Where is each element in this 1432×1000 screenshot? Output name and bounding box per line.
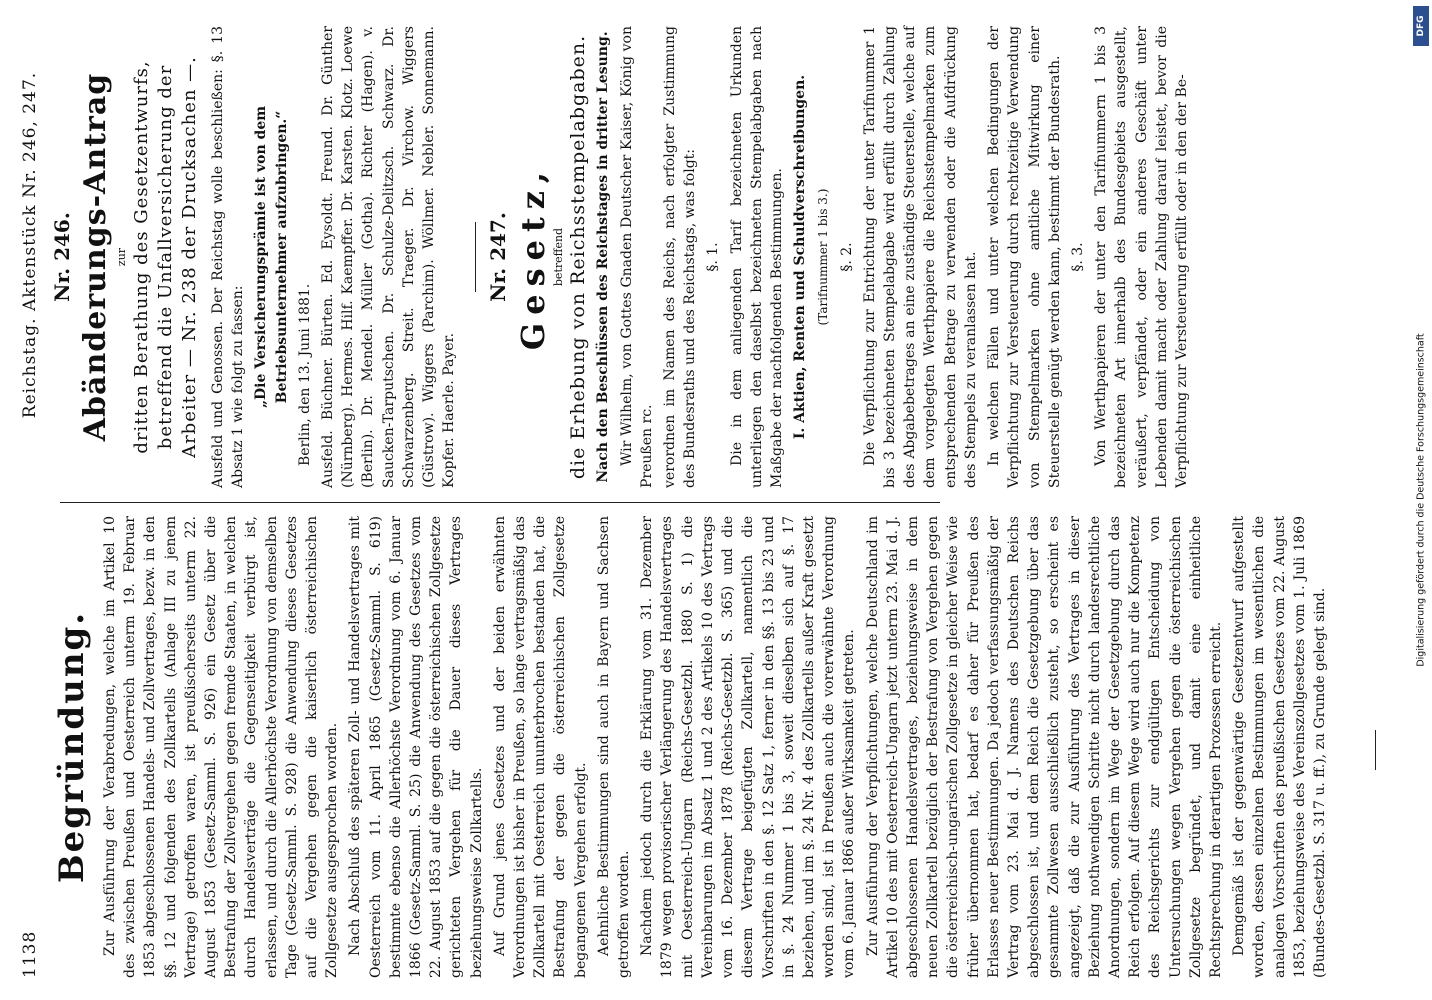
paragraph: Aehnliche Bestimmungen sind auch in Bayern und Sachsen getroffen worden. <box>595 516 633 978</box>
nr247-title: Gesetz, <box>514 163 553 351</box>
digitization-sidebar <box>1410 0 1432 1000</box>
nr247-subtitle: die Erhebung von Reichsstempelabgaben. <box>567 34 590 480</box>
paragraph: Nachdem jedoch durch die Erklärung vom 31. Dezember 1879 wegen provisorischer Verlängerung des Handelsvertrages mit Oesterreich-Ungarn (Reichs-Gesetzbl. 1880 S. 1) die Vereinbarungen im Absatz 1 und 2 des Artikels 10 des Vertrags vom 16. Dezember 1878 (Reichs-Gesetzbl. S. 365) und die diesem Vertrage beigefügten Zollkartell, namentlich die Vorschriften in den §. 12 Satz 1, ferner in den §§. 13 bis 23 und in §. 24 Nummer 1 bis 3, soweit dieselben sich auf §. 17 beziehen, und im §. 24 Nr. 4 des Zollkartells außer Kraft gesetzt worden sind, ist in Preußen auch die vorerwähnte Verordnung vom 6. Januar 1866 außer Wirksamkeit getreten. <box>639 516 858 978</box>
nr246-subtitle: dritten Berathung des Gesetzentwurfs, betreffend die Unfallversicherung der Arbeiter — Nr. 238 der Drucksachen —. <box>131 56 200 458</box>
running-title: Reichstag. Aktenstück Nr. 246, 247. <box>20 71 40 419</box>
left-column <box>48 516 1333 978</box>
nr246-text: Ausfeld und Genossen. Der Reichstag wolle beschließen: §. 13 Absatz 1 wie folgt zu fassen: <box>210 26 247 488</box>
nr246-title: Abänderungs-Antrag <box>78 72 113 442</box>
section-heading: I. Aktien, Renten und Schuldverschreibungen. <box>792 74 809 440</box>
nr247-reading-note: Nach den Beschlüssen des Reichstages in dritter Lesung. <box>595 31 612 483</box>
paragraph: Nach Abschluß des späteren Zoll- und Handelsvertrages mit Oesterreich vom 11. April 1865 (Gesetz-Samml. S. 619) bestimmte ebenso die Allerhöchste Verordnung vom 6. Januar 1866 (Gesetz-Samml. S. 25) die Anwendung des Gesetzes vom 22. August 1853 auf die gegen die österreichischen Zollgesetze gerichteten Vergehen für die Dauer dieses Vertrages beziehungsweise Zollkartells. <box>347 516 485 978</box>
column-divider <box>60 502 940 503</box>
nr246-date: Berlin, den 13. Juni 1881. <box>296 283 313 466</box>
s3-heading: §. 3. <box>1069 242 1086 272</box>
s2-text2: In welchen Fällen und unter welchen Bedingungen der Verpflichtung zur Versteuerung durch rechtzeitige Verwendung von Stempelmarken ohne amtliche Mitwirkung einer Steuerstelle genügt werden kann, bestimmt der Bundesrath. <box>986 26 1063 488</box>
nr246-quote: „Die Versicherungsprämie ist von dem Betriebsunternehmer aufzubringen.“ <box>253 105 290 409</box>
section-subheading: (Tarifnummer 1 bis 3.) <box>816 188 831 326</box>
nr247-preamble2: verordnen im Namen des Reichs, nach erfolgter Zustimmung des Bundesraths und des Reichstags, was folgt: <box>662 26 699 488</box>
nr247-preamble: Wir Wilhelm, von Gottes Gnaden Deutscher Kaiser, König von Preußen rc. <box>618 26 655 488</box>
dfg-logo <box>1413 6 1429 46</box>
nr247-number: Nr. 247. <box>486 212 511 302</box>
digitization-credit: Digitalisierung gefördert durch die Deutsche Forschungsgemeinschaft <box>1415 333 1427 667</box>
nr247-betreffend: betreffend <box>552 227 566 287</box>
section-rule <box>475 222 476 292</box>
s2-heading: §. 2. <box>838 242 855 272</box>
s1-heading: §. 1. <box>705 242 722 272</box>
right-column <box>48 26 1195 488</box>
s2-text: Die Verpflichtung zur Entrichtung der unter Tarifnummer 1 bis 3 bezeichneten Stempelabgabe wird erfüllt durch Zahlung des Abgabebetrages an eine zuständige Steuerstelle, welche auf dem vorgelegten Werthpapiere die Reichsstempelmarken zum entsprechenden Betrage zu verwenden oder die Aufdrückung des Stempels zu veranlassen hat. <box>861 26 979 488</box>
nr246-number: Nr. 246. <box>50 212 74 302</box>
s3-text: Von Werthpapieren der unter den Tarifnummern 1 bis 3 bezeichneten Art innerhalb des Bundesgebiets ausgestellt, veräußert, verpfändet, oder ein anderes Geschäft unter Lebenden damit macht oder Zahlung darauf leistet, bevor die Verpflichtung zur Versteuerung erfüllt oder in den der Be- <box>1093 26 1190 488</box>
page-number: 1138 <box>20 930 40 978</box>
nr246-zur: zur <box>115 247 128 267</box>
paragraph: Demgemäß ist der gegenwärtige Gesetzentwurf aufgestellt worden, dessen einzelnen Bestimmungen im wesentlichen die analogen Vorschriften des preußischen Gesetzes vom 22. August 1853, beziehungsweise des Vereinszollgesetzes vom 1. Juli 1869 (Bundes-Gesetzbl. S. 317 u. ff.), zu Grunde gelegt sind. <box>1231 516 1328 978</box>
dfg-logo-text: DFG <box>1416 15 1426 37</box>
paragraph: Zur Ausführung der Verabredungen, welche im Artikel 10 des zwischen Preußen und Oesterreich unterm 19. Februar 1853 abgeschlossenen Handels- und Zollvertrages, bezw. in den §§. 12 und folgenden des Zollkartells (Anlage III zu jenem Vertrage) getroffen waren, ist preußischerseits unterm 22. August 1853 (Gesetz-Samml. S. 926) ein Gesetz über die Bestrafung der Zollvergehen gegen fremde Staaten, in welchen durch Handelsverträge die Gegenseitigkeit verbürgt ist, erlassen, und durch die Allerhöchste Verordnung von demselben Tage (Gesetz-Samml. S. 928) die Anwendung dieses Gesetzes auf die Vergehen gegen die kaiserlich österreichischen Zollgesetze ausgesprochen worden. <box>102 516 341 978</box>
begruendung-heading: Begründung. <box>52 610 92 884</box>
end-rule <box>1375 730 1376 770</box>
signature-list: Ausfeld. Büchner. Bürten. Ed. Eysoldt. Freund. Dr. Günther (Nürnberg). Hermes. Hilf. Kaempffer. Dr. Karsten. Klotz. Loewe (Berlin). Dr. Mendel. Müller (Gotha). Richter (Hagen). v. Saucken-Tarputschen. Dr. Schulze-Delitzsch. Schwarz. Dr. Schwarzenberg. Streit. Traeger. Dr. Virchow. Wiggers (Güstrow). Wiggers (Parchim). Wöllmer. Nebler. Sonnemann. Kopfer. Haerle. Payer. <box>320 26 458 488</box>
nr246-signatures <box>318 26 459 488</box>
paragraph: Zur Ausführung der Verpflichtungen, welche Deutschland im Artikel 10 des mit Oesterreich-Ungarn jetzt unterm 23. Mai d. J. abgeschlossenen Handelsvertrages, beziehungsweise in dem neuen Zollkartell bezüglich der Bestrafung von Vergehen gegen die österreichisch-ungarischen Zollgesetze in gleicher Weise wie früher übernommen hat, bedarf es daher für Preußen des Erlasses neuer Bestimmungen. Da jedoch verfassungsmäßig der Vertrag vom 23. Mai d. J. Namens des Deutschen Reichs abgeschlossen ist, und dem Reich die Gesetzgebung über das gesammte Zollwesen ausschließlich zusteht, so erscheint es angezeigt, daß die zur Ausführung des Vertrages in dieser Beziehung nothwendigen Schritte nicht durch landesrechtliche Anordnungen, sondern im Wege der Gesetzgebung durch das Reich erfolgen. Auf diesem Wege wird auch nur die Kompetenz des Reichsgerichts zur endgültigen Entscheidung von Untersuchungen wegen Vergehen gegen die österreichischen Zollgesetze begründet, und damit eine einheitliche Rechtsprechung in derartigen Prozessen erreicht. <box>864 516 1224 978</box>
paragraph: Auf Grund jenes Gesetzes und der beiden erwähnten Verordnungen ist bisher in Preußen, so lange vertragsmäßig das Zollkartell mit Oesterreich ununterbrochen bestanden hat, die Bestrafung der gegen die österreichischen Zollgesetze begangenen Vergehen erfolgt. <box>491 516 589 978</box>
s1-text: Die in dem anliegenden Tarif bezeichneten Urkunden unterliegen den daselbst bezeichneten Stempelabgaben nach Maßgabe der nachfolgenden Bestimmungen. <box>728 26 786 488</box>
